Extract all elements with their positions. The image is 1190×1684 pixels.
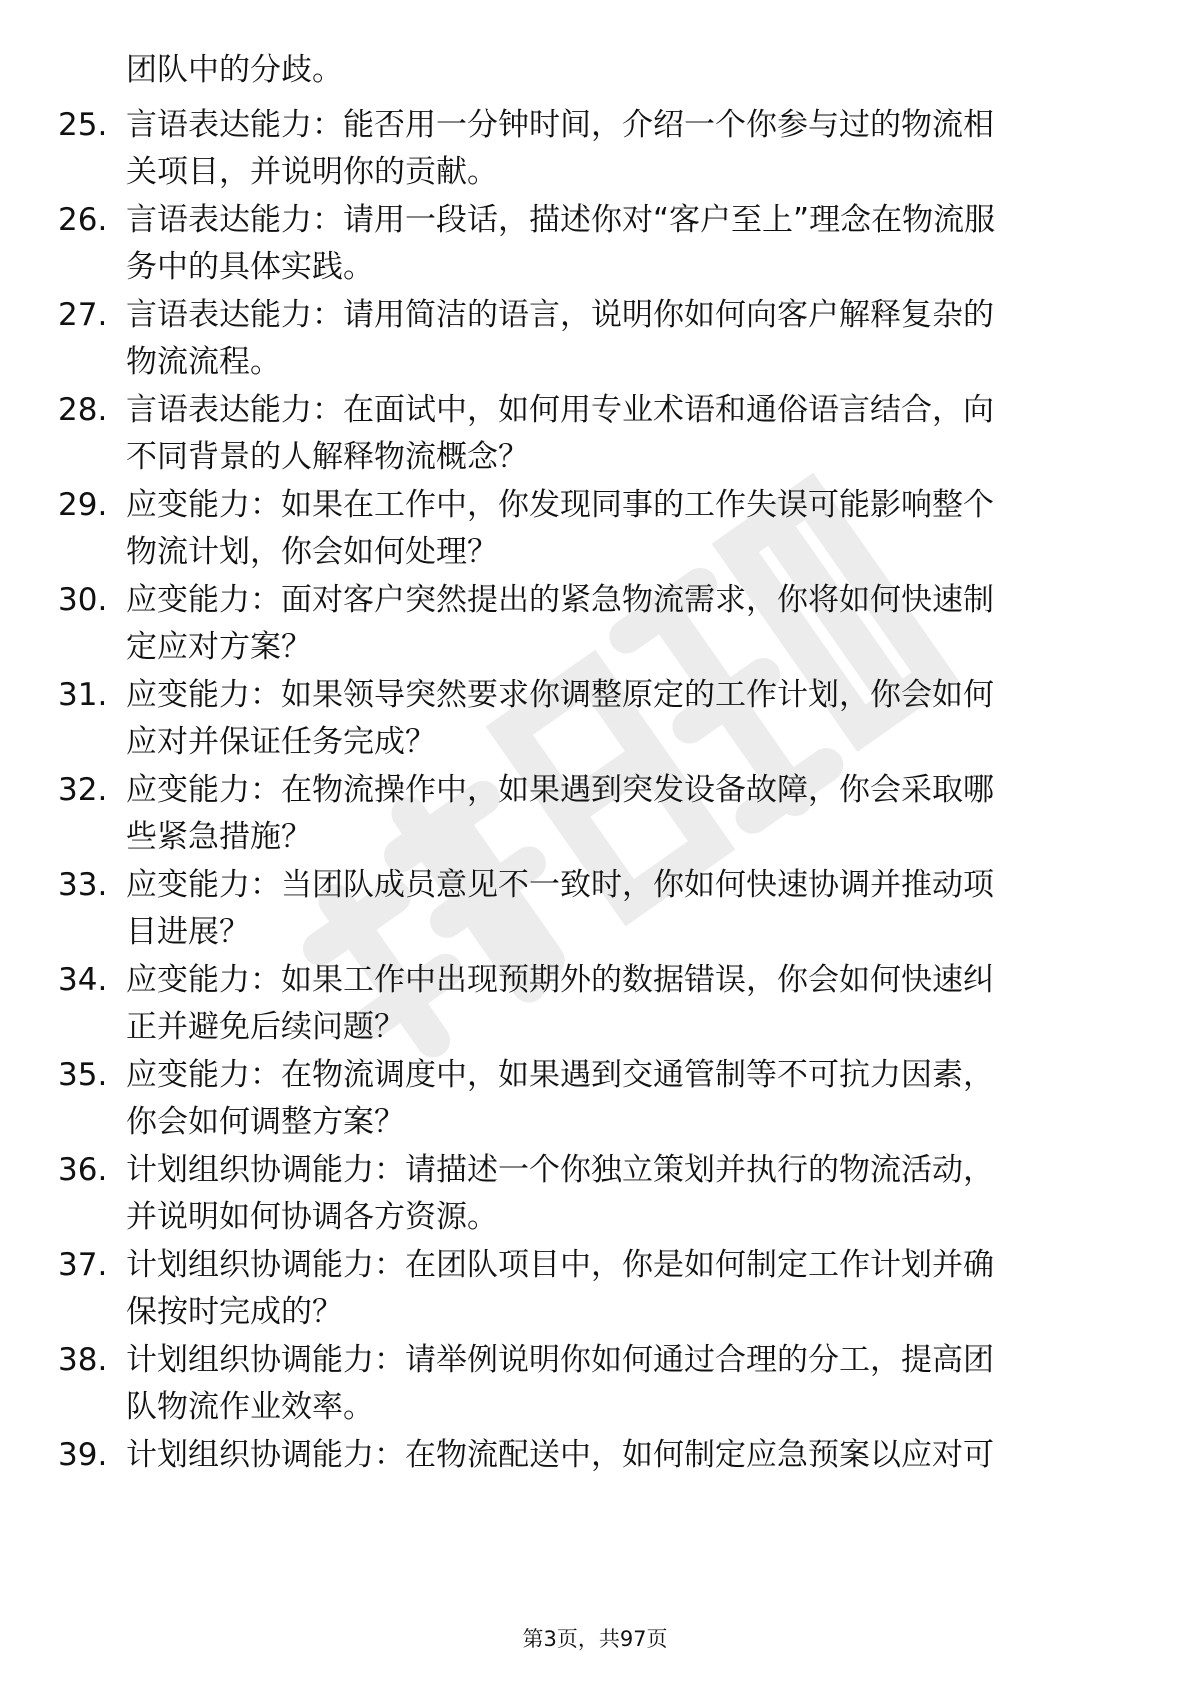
item-number: 35. (58, 1057, 108, 1093)
item-line: 言语表达能力：请用简洁的语言，说明你如何向客户解释复杂的 (126, 297, 994, 333)
item-number: 32. (58, 772, 108, 808)
item-line: 并说明如何协调各方资源。 (126, 1199, 498, 1235)
item-text (126, 862, 1126, 956)
item-line: 应变能力：面对客户突然提出的紧急物流需求，你将如何快速制 (126, 582, 994, 618)
item-line: 不同背景的人解释物流概念？ (126, 439, 529, 475)
item-line: 物流流程。 (126, 344, 281, 380)
item-line: 计划组织协调能力：在物流配送中，如何制定应急预案以应对可 (126, 1437, 994, 1473)
item-text (126, 1337, 1126, 1431)
item-number: 31. (58, 677, 108, 713)
item-line: 定应对方案？ (126, 629, 312, 665)
item-number: 30. (58, 582, 108, 618)
item-number: 34. (58, 962, 108, 998)
item-line: 计划组织协调能力：请描述一个你独立策划并执行的物流活动， (126, 1152, 994, 1188)
item-text (126, 387, 1126, 481)
item-line: 正并避免后续问题？ (126, 1009, 405, 1045)
item-text (126, 767, 1126, 861)
item-number: 26. (58, 202, 108, 238)
item-line: 关项目，并说明你的贡献。 (126, 154, 498, 190)
item-line: 应变能力：当团队成员意见不一致时，你如何快速协调并推动项 (126, 867, 994, 903)
item-line: 物流计划，你会如何处理？ (126, 534, 498, 570)
item-line: 应变能力：在物流调度中，如果遇到交通管制等不可抗力因素， (126, 1057, 994, 1093)
item-line: 计划组织协调能力：请举例说明你如何通过合理的分工，提高团 (126, 1342, 994, 1378)
item-line: 应变能力：如果在工作中，你发现同事的工作失误可能影响整个 (126, 487, 994, 523)
item-text (126, 197, 1126, 291)
item-line: 应对并保证任务完成？ (126, 724, 436, 760)
item-line: 言语表达能力：在面试中，如何用专业术语和通俗语言结合，向 (126, 392, 994, 428)
item-text (126, 482, 1126, 576)
item-text (126, 102, 1126, 196)
item-number: 36. (58, 1152, 108, 1188)
item-number: 33. (58, 867, 108, 903)
item-line: 你会如何调整方案？ (126, 1104, 405, 1140)
item-text (126, 1432, 1126, 1479)
item-number: 37. (58, 1247, 108, 1283)
item-line: 应变能力：在物流操作中，如果遇到突发设备故障，你会采取哪 (126, 772, 994, 808)
item-line: 应变能力：如果领导突然要求你调整原定的工作计划，你会如何 (126, 677, 994, 713)
item-number: 27. (58, 297, 108, 333)
item-text (126, 292, 1126, 386)
item-line: 计划组织协调能力：在团队项目中，你是如何制定工作计划并确 (126, 1247, 994, 1283)
item-number: 28. (58, 392, 108, 428)
page-footer: 第3页，共97页 (522, 1627, 668, 1651)
item-line: 务中的具体实践。 (126, 249, 374, 285)
item-line: 些紧急措施？ (126, 819, 312, 855)
item-line: 言语表达能力：能否用一分钟时间，介绍一个你参与过的物流相 (126, 107, 994, 143)
item-line: 队物流作业效率。 (126, 1389, 374, 1425)
item-line: 应变能力：如果工作中出现预期外的数据错误，你会如何快速纠 (126, 962, 994, 998)
item-text (126, 672, 1126, 766)
item-number: 29. (58, 487, 108, 523)
item-text (126, 1052, 1126, 1146)
item-text (126, 1147, 1126, 1241)
continuation-line: 团队中的分歧。 (126, 52, 343, 88)
item-number: 38. (58, 1342, 108, 1378)
item-line: 言语表达能力：请用一段话，描述你对“客户至上”理念在物流服 (126, 202, 996, 238)
item-text (126, 957, 1126, 1051)
item-number: 39. (58, 1437, 108, 1473)
item-number: 25. (58, 107, 108, 143)
item-text (126, 577, 1126, 671)
item-line: 保按时完成的？ (126, 1294, 343, 1330)
item-text (126, 1242, 1126, 1336)
item-line: 目进展？ (126, 914, 250, 950)
